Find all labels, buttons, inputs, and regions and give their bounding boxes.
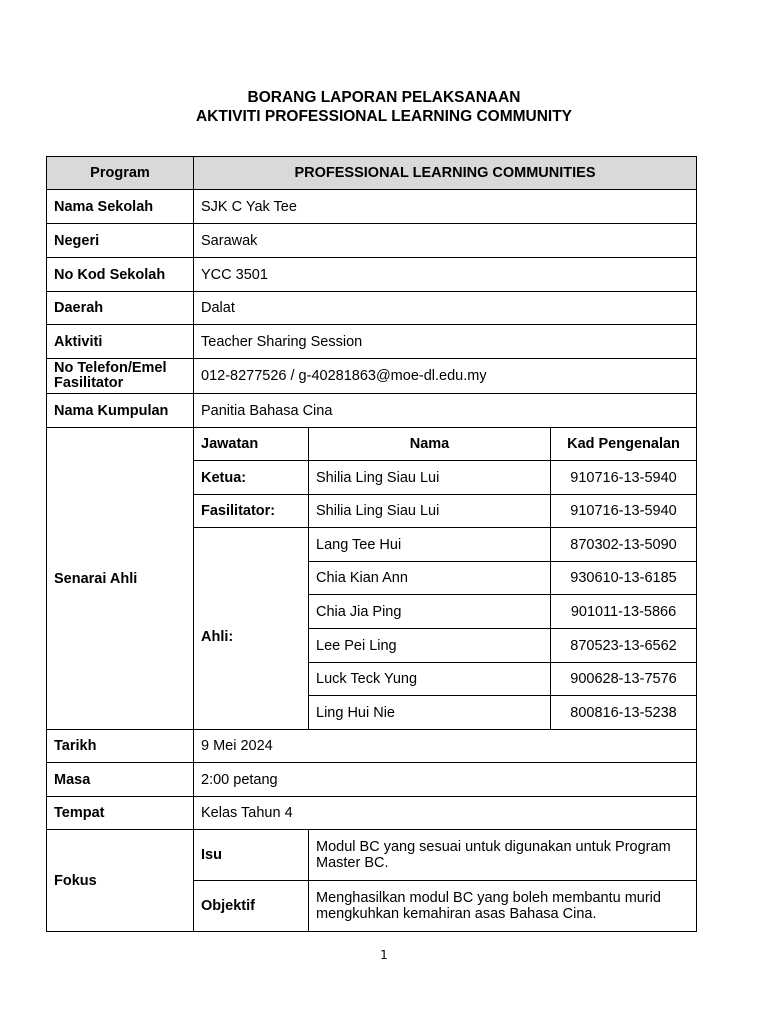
- field-label: Aktiviti: [47, 325, 194, 359]
- field-row-no-kod-sekolah: [47, 258, 697, 292]
- objektif-value: Menghasilkan modul BC yang boleh membantu murid mengkuhkan kemahiran asas Bahasa Cina.: [309, 881, 697, 932]
- fokus-label: Fokus: [47, 830, 194, 932]
- field-label: Nama Kumpulan: [47, 394, 194, 428]
- member-ic: 910716-13-5940: [551, 495, 697, 528]
- field-label: Nama Sekolah: [47, 190, 194, 224]
- field-label: Masa: [47, 763, 194, 797]
- member-ic: 910716-13-5940: [551, 461, 697, 495]
- member-role-ahli: Ahli:: [194, 528, 309, 730]
- field-value: Kelas Tahun 4: [194, 797, 697, 830]
- program-row: [47, 157, 697, 190]
- member-ic: 900628-13-7576: [551, 663, 697, 696]
- field-label: Tempat: [47, 797, 194, 830]
- program-value: PROFESSIONAL LEARNING COMMUNITIES: [194, 157, 697, 190]
- field-value: YCC 3501: [194, 258, 697, 292]
- member-ic: 930610-13-6185: [551, 562, 697, 595]
- field-row-nama-sekolah: [47, 190, 697, 224]
- report-form-table: [46, 156, 697, 932]
- field-value: 012-8277526 / g-40281863@moe-dl.edu.my: [194, 359, 697, 394]
- member-ic: 870302-13-5090: [551, 528, 697, 562]
- field-row-nama-kumpulan: [47, 394, 697, 428]
- fokus-row-isu: [47, 830, 697, 881]
- field-value: Sarawak: [194, 224, 697, 258]
- field-value: Dalat: [194, 292, 697, 325]
- field-row-masa: [47, 763, 697, 797]
- members-label: Senarai Ahli: [47, 428, 194, 730]
- member-name: Ling Hui Nie: [309, 696, 551, 730]
- field-value: 9 Mei 2024: [194, 730, 697, 763]
- page-number: 1: [380, 948, 388, 962]
- field-value: SJK C Yak Tee: [194, 190, 697, 224]
- field-label: Tarikh: [47, 730, 194, 763]
- field-row-fasilitator-contact: [47, 359, 697, 394]
- field-row-negeri: [47, 224, 697, 258]
- member-name: Luck Teck Yung: [309, 663, 551, 696]
- form-title-line-1: BORANG LAPORAN PELAKSANAAN: [247, 89, 521, 106]
- field-row-tempat: [47, 797, 697, 830]
- field-value: Panitia Bahasa Cina: [194, 394, 697, 428]
- column-header-nama: Nama: [309, 428, 551, 461]
- member-name: Lee Pei Ling: [309, 629, 551, 663]
- member-role: Ketua:: [194, 461, 309, 495]
- member-ic: 800816-13-5238: [551, 696, 697, 730]
- field-row-aktiviti: [47, 325, 697, 359]
- program-label: Program: [47, 157, 194, 190]
- member-ic: 870523-13-6562: [551, 629, 697, 663]
- field-value: 2:00 petang: [194, 763, 697, 797]
- form-title-line-2: AKTIVITI PROFESSIONAL LEARNING COMMUNITY: [195, 108, 573, 125]
- objektif-label: Objektif: [194, 881, 309, 932]
- isu-value: Modul BC yang sesuai untuk digunakan untuk Program Master BC.: [309, 830, 697, 881]
- field-label: Daerah: [47, 292, 194, 325]
- field-row-daerah: [47, 292, 697, 325]
- field-row-tarikh: [47, 730, 697, 763]
- field-value: Teacher Sharing Session: [194, 325, 697, 359]
- field-label: No Kod Sekolah: [47, 258, 194, 292]
- member-name: Shilia Ling Siau Lui: [309, 495, 551, 528]
- field-label: No Telefon/Emel Fasilitator: [47, 359, 194, 394]
- column-header-kad-pengenalan: Kad Pengenalan: [551, 428, 697, 461]
- isu-label: Isu: [194, 830, 309, 881]
- members-header-row: [47, 428, 697, 461]
- member-name: Chia Kian Ann: [309, 562, 551, 595]
- member-name: Shilia Ling Siau Lui: [309, 461, 551, 495]
- column-header-jawatan: Jawatan: [194, 428, 309, 461]
- field-label: Negeri: [47, 224, 194, 258]
- member-role: Fasilitator:: [194, 495, 309, 528]
- member-name: Lang Tee Hui: [309, 528, 551, 562]
- member-ic: 901011-13-5866: [551, 595, 697, 629]
- member-name: Chia Jia Ping: [309, 595, 551, 629]
